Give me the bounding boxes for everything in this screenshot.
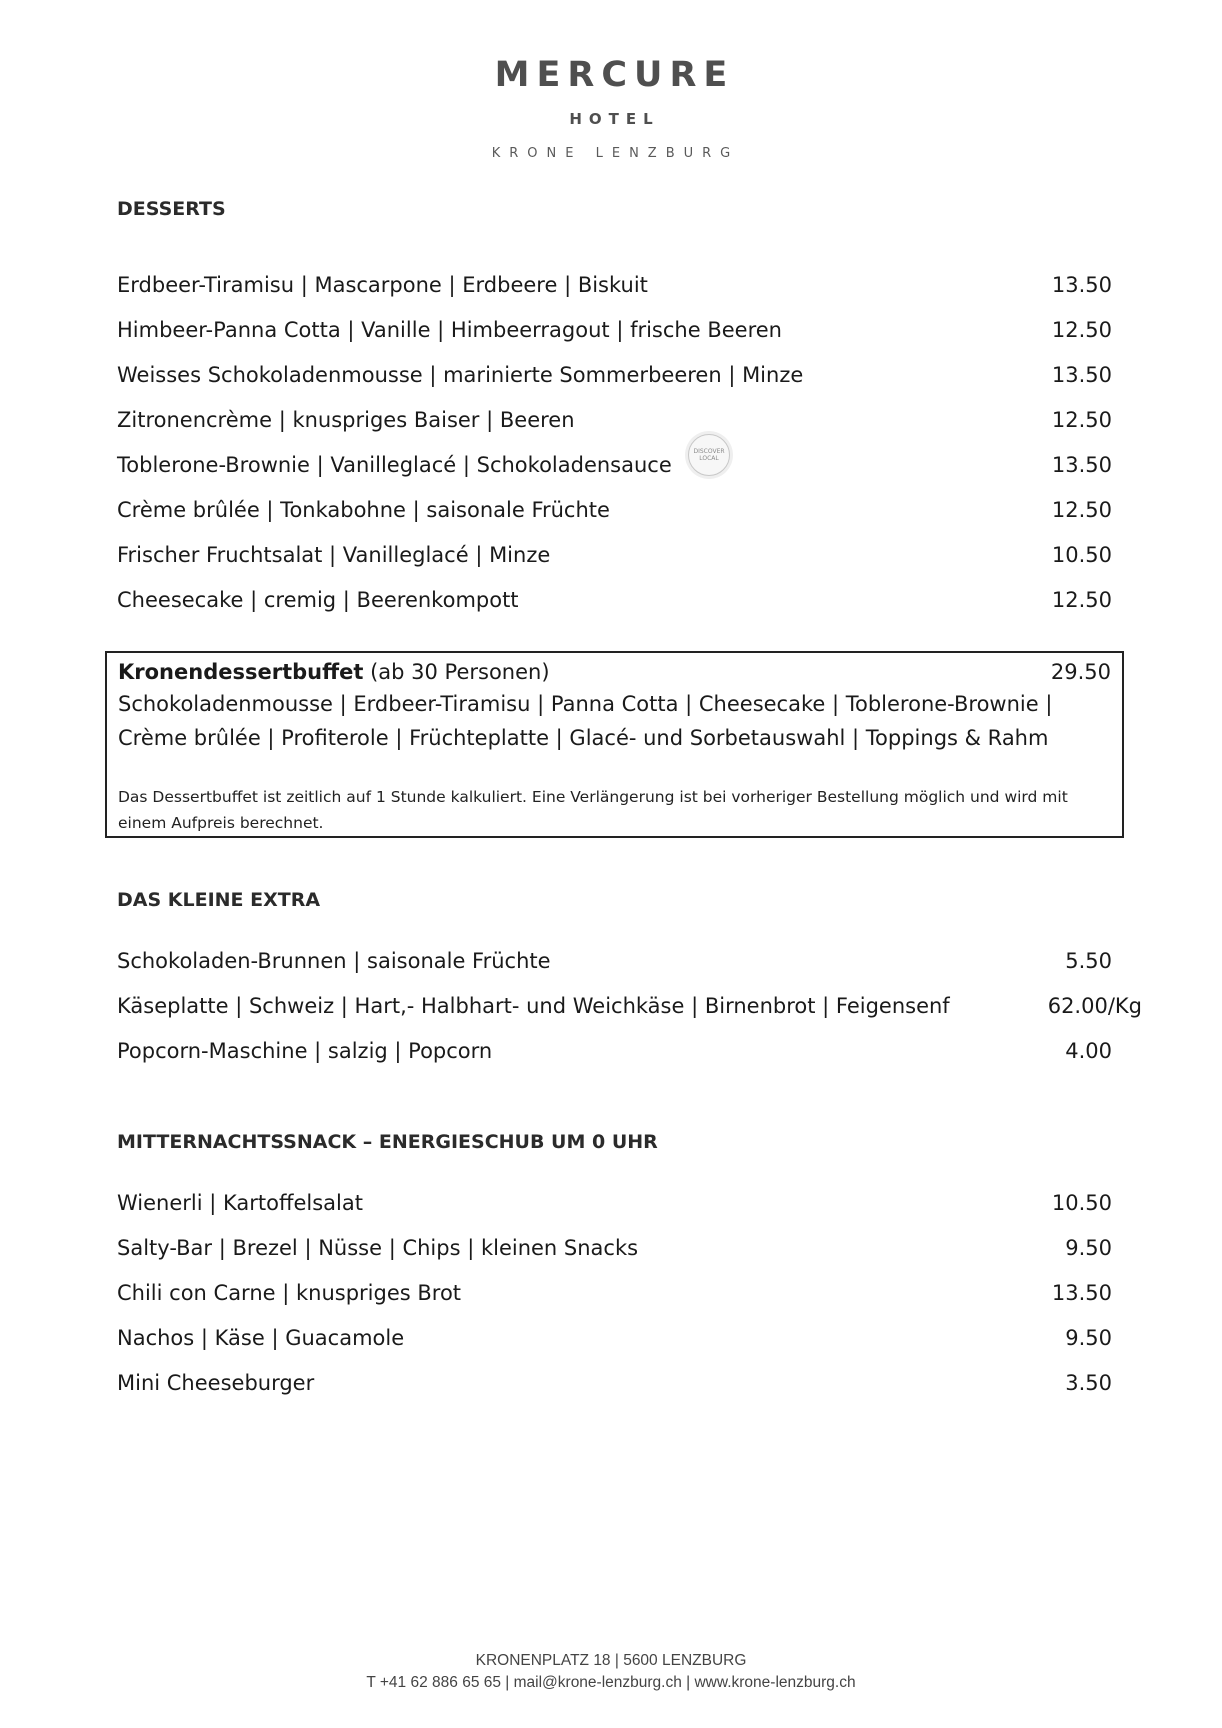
buffet-price: 29.50: [1050, 660, 1111, 684]
menu-item: [117, 991, 1142, 1036]
item-name: Käseplatte | Schweiz | Hart,- Halbhart- und Weichkäse | Birnenbrot | Feigensenf: [117, 994, 950, 1018]
item-name: Cheesecake | cremig | Beerenkompott: [117, 588, 519, 612]
item-name: Mini Cheeseburger: [117, 1371, 315, 1395]
item-price: 12.50: [1051, 408, 1112, 432]
menu-item: [117, 360, 1112, 405]
item-price: 10.50: [1051, 1191, 1112, 1215]
buffet-note: Das Dessertbuffet ist zeitlich auf 1 Stunde kalkuliert. Eine Verlängerung ist bei vorheriger Bestellung möglich und wird mit einem Aufpreis berechnet.: [118, 788, 1068, 832]
item-price: 62.00/Kg: [1047, 994, 1142, 1018]
hotel-logo: [0, 54, 1222, 161]
desserts-list: [117, 270, 1112, 630]
item-price: 12.50: [1051, 588, 1112, 612]
item-price: 12.50: [1051, 498, 1112, 522]
item-name: Schokoladen-Brunnen | saisonale Früchte: [117, 949, 551, 973]
item-name: Popcorn-Maschine | salzig | Popcorn: [117, 1039, 493, 1063]
item-price: 9.50: [1065, 1236, 1112, 1260]
item-name: Toblerone-Brownie | Vanilleglacé | Schokoladensauce: [117, 453, 672, 477]
menu-item: [117, 1233, 1112, 1278]
menu-item: [117, 450, 1112, 495]
menu-item: [117, 585, 1112, 630]
menu-item: [117, 946, 1142, 991]
discover-local-badge: DISCOVER LOCAL: [688, 434, 730, 476]
item-price: 13.50: [1051, 1281, 1112, 1305]
menu-item: [117, 1278, 1112, 1323]
section-title-desserts: DESSERTS: [117, 198, 226, 220]
item-name: Zitronencrème | knuspriges Baiser | Beeren: [117, 408, 575, 432]
item-name: Frischer Fruchtsalat | Vanilleglacé | Minze: [117, 543, 551, 567]
item-price: 12.50: [1051, 318, 1112, 342]
footer-contact: T +41 62 886 65 65 | mail@krone-lenzburg.ch | www.krone-lenzburg.ch: [366, 1674, 856, 1691]
buffet-qualifier: (ab 30 Personen): [370, 660, 550, 684]
item-price: 13.50: [1051, 273, 1112, 297]
menu-item: [117, 495, 1112, 540]
item-name: Weisses Schokoladenmousse | marinierte Sommerbeeren | Minze: [117, 363, 804, 387]
buffet-heading: [118, 657, 550, 687]
logo-subtitle: HOTEL: [569, 110, 660, 128]
menu-item: [117, 1188, 1112, 1233]
item-price: 3.50: [1065, 1371, 1112, 1395]
buffet-items-line-1: Schokoladenmousse | Erdbeer-Tiramisu | Panna Cotta | Cheesecake | Toblerone-Brownie |: [118, 692, 1053, 716]
buffet-items-line-2: Crème brûlée | Profiterole | Früchteplatte | Glacé- und Sorbetauswahl | Toppings & Rahm: [118, 726, 1049, 750]
section-title-extra: DAS KLEINE EXTRA: [117, 889, 321, 911]
menu-item: [117, 1323, 1112, 1368]
item-price: 13.50: [1051, 363, 1112, 387]
logo-location: KRONE LENZBURG: [491, 146, 740, 161]
section-title-midnight: MITTERNACHTSSNACK – ENERGIESCHUB UM 0 UHR: [117, 1131, 658, 1153]
item-name: Chili con Carne | knuspriges Brot: [117, 1281, 462, 1305]
item-name: Crème brûlée | Tonkabohne | saisonale Früchte: [117, 498, 610, 522]
item-name: Erdbeer-Tiramisu | Mascarpone | Erdbeere | Biskuit: [117, 273, 648, 297]
midnight-list: [117, 1188, 1112, 1413]
menu-item: [117, 405, 1112, 450]
item-price: 5.50: [1065, 949, 1112, 973]
logo-brand: MERCURE: [494, 55, 735, 95]
dessert-buffet-box: [105, 651, 1124, 838]
menu-item: [117, 1368, 1112, 1413]
menu-item: [117, 270, 1112, 315]
buffet-name: Kronendessertbuffet: [118, 660, 364, 684]
footer-address: KRONENPLATZ 18 | 5600 LENZBURG: [475, 1652, 747, 1669]
item-name: Himbeer-Panna Cotta | Vanille | Himbeerragout | frische Beeren: [117, 318, 782, 342]
item-price: 13.50: [1051, 453, 1112, 477]
item-name: Nachos | Käse | Guacamole: [117, 1326, 405, 1350]
item-name: Salty-Bar | Brezel | Nüsse | Chips | kleinen Snacks: [117, 1236, 639, 1260]
menu-item: [117, 315, 1112, 360]
item-price: 10.50: [1051, 543, 1112, 567]
menu-item: [117, 540, 1112, 585]
item-name: Wienerli | Kartoffelsalat: [117, 1191, 363, 1215]
item-price: 4.00: [1065, 1039, 1112, 1063]
item-price: 9.50: [1065, 1326, 1112, 1350]
extra-list: [117, 946, 1142, 1081]
menu-item: [117, 1036, 1142, 1081]
